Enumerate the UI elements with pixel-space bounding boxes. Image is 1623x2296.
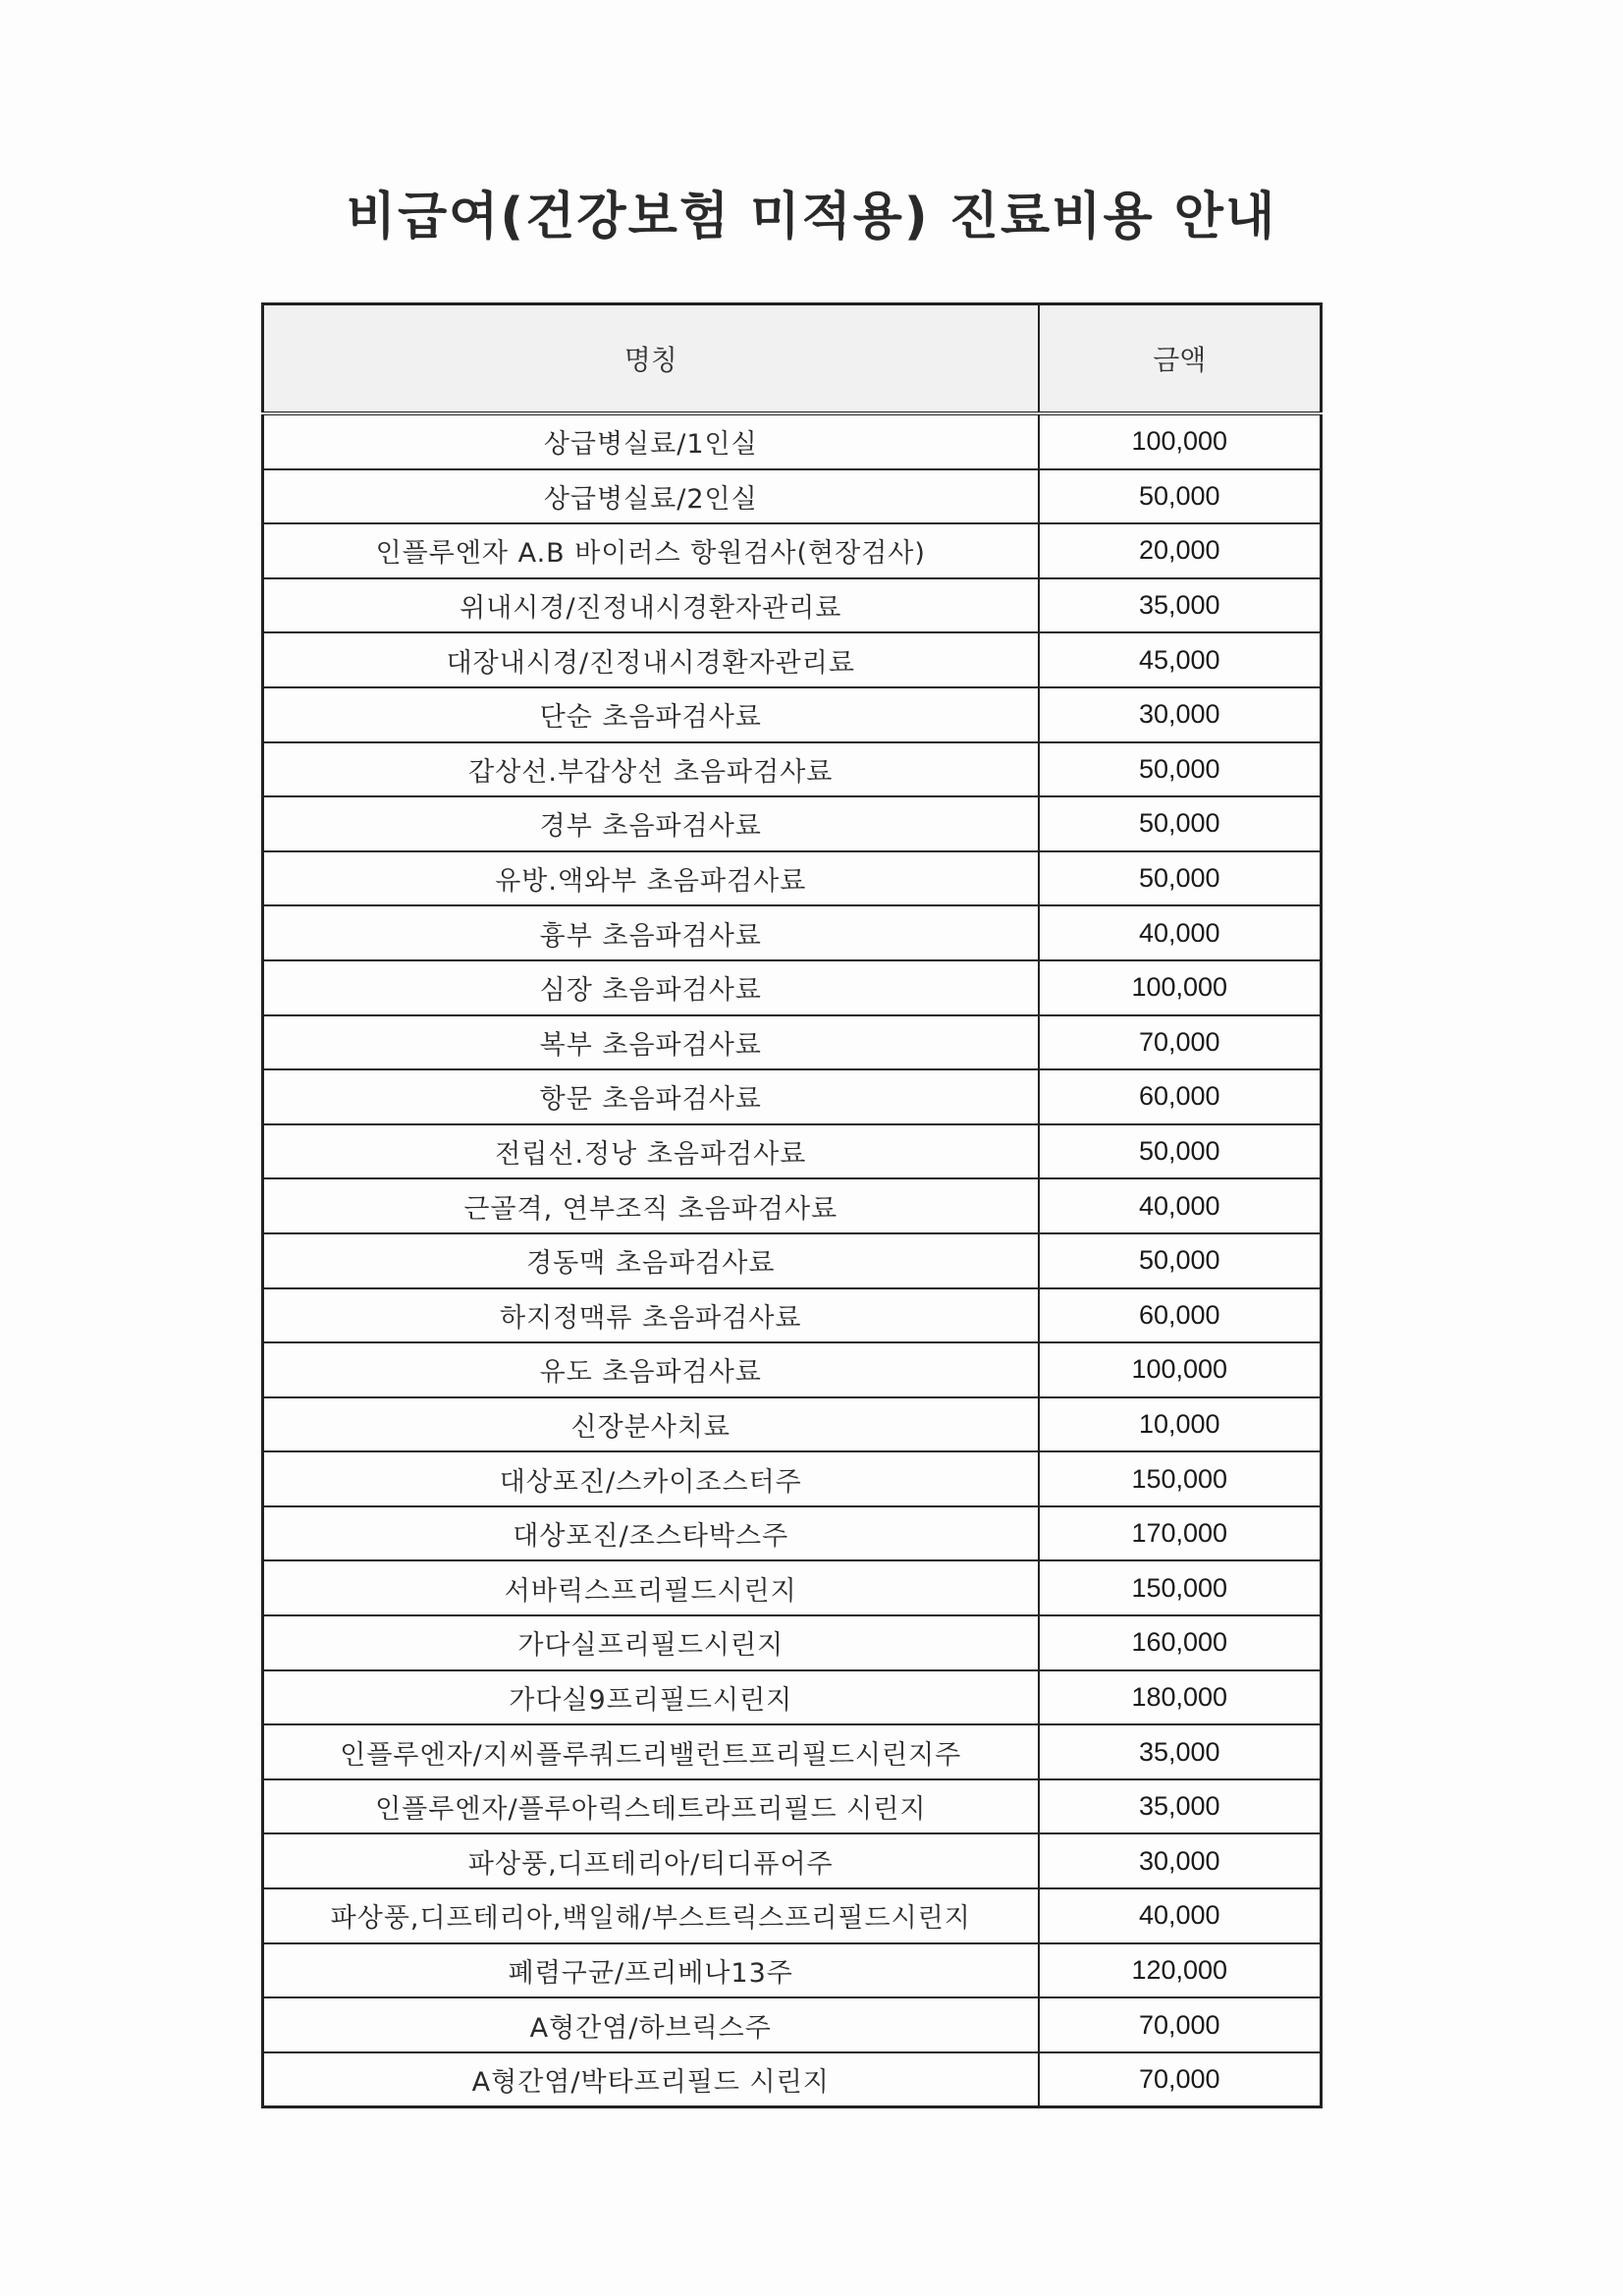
fee-item-amount: 50,000 xyxy=(1039,469,1322,524)
fee-item-amount: 180,000 xyxy=(1039,1670,1322,1725)
fee-item-name: 갑상선.부갑상선 초음파검사료 xyxy=(263,742,1039,797)
fee-item-name: 하지정맥류 초음파검사료 xyxy=(263,1288,1039,1343)
table-row xyxy=(263,1560,1322,1615)
table-row xyxy=(263,578,1322,633)
table-header-row xyxy=(263,304,1322,414)
fee-item-name: 상급병실료/1인실 xyxy=(263,413,1039,469)
fee-item-amount: 60,000 xyxy=(1039,1069,1322,1124)
fee-item-amount: 30,000 xyxy=(1039,1833,1322,1888)
table-row xyxy=(263,796,1322,851)
fee-item-name: 단순 초음파검사료 xyxy=(263,687,1039,742)
fee-item-amount: 150,000 xyxy=(1039,1560,1322,1615)
fee-item-amount: 40,000 xyxy=(1039,1888,1322,1943)
table-row xyxy=(263,1342,1322,1397)
fee-item-amount: 50,000 xyxy=(1039,796,1322,851)
table-row xyxy=(263,687,1322,742)
fee-item-name: 인플루엔자/플루아릭스테트라프리필드 시린지 xyxy=(263,1779,1039,1834)
table-row xyxy=(263,2052,1322,2107)
fee-item-name: 폐렴구균/프리베나13주 xyxy=(263,1943,1039,1998)
fee-item-amount: 100,000 xyxy=(1039,413,1322,469)
fee-item-amount: 150,000 xyxy=(1039,1451,1322,1506)
fee-item-amount: 45,000 xyxy=(1039,632,1322,687)
fee-item-name: 가다실프리필드시린지 xyxy=(263,1615,1039,1670)
table-row xyxy=(263,1451,1322,1506)
fee-table xyxy=(261,302,1323,2108)
fee-item-name: 흉부 초음파검사료 xyxy=(263,905,1039,960)
fee-item-amount: 35,000 xyxy=(1039,1724,1322,1779)
column-header-name: 명칭 xyxy=(263,304,1039,414)
fee-item-amount: 100,000 xyxy=(1039,960,1322,1015)
fee-item-name: 항문 초음파검사료 xyxy=(263,1069,1039,1124)
fee-item-amount: 40,000 xyxy=(1039,905,1322,960)
fee-item-name: 인플루엔자 A.B 바이러스 항원검사(현장검사) xyxy=(263,523,1039,578)
fee-item-name: 유도 초음파검사료 xyxy=(263,1342,1039,1397)
fee-item-name: 파상풍,디프테리아,백일해/부스트릭스프리필드시린지 xyxy=(263,1888,1039,1943)
table-body xyxy=(263,413,1322,2107)
fee-item-amount: 70,000 xyxy=(1039,1015,1322,1070)
fee-item-amount: 10,000 xyxy=(1039,1397,1322,1452)
table-row xyxy=(263,523,1322,578)
fee-item-name: 경부 초음파검사료 xyxy=(263,796,1039,851)
fee-item-name: 근골격, 연부조직 초음파검사료 xyxy=(263,1178,1039,1233)
fee-item-name: 상급병실료/2인실 xyxy=(263,469,1039,524)
table-row xyxy=(263,1888,1322,1943)
fee-item-amount: 70,000 xyxy=(1039,2052,1322,2107)
fee-item-amount: 50,000 xyxy=(1039,1233,1322,1288)
fee-item-name: A형간염/박타프리필드 시린지 xyxy=(263,2052,1039,2107)
fee-item-amount: 60,000 xyxy=(1039,1288,1322,1343)
table-row xyxy=(263,905,1322,960)
table-row xyxy=(263,742,1322,797)
table-row xyxy=(263,1779,1322,1834)
table-row xyxy=(263,1069,1322,1124)
table-row xyxy=(263,1124,1322,1179)
fee-item-amount: 50,000 xyxy=(1039,742,1322,797)
fee-item-amount: 170,000 xyxy=(1039,1506,1322,1561)
fee-item-name: 파상풍,디프테리아/티디퓨어주 xyxy=(263,1833,1039,1888)
table-row xyxy=(263,1233,1322,1288)
fee-item-name: 대상포진/스카이조스터주 xyxy=(263,1451,1039,1506)
fee-item-amount: 100,000 xyxy=(1039,1342,1322,1397)
table-row xyxy=(263,1615,1322,1670)
table-row xyxy=(263,1397,1322,1452)
table-row xyxy=(263,1724,1322,1779)
column-header-amount: 금액 xyxy=(1039,304,1322,414)
table-row xyxy=(263,851,1322,906)
fee-item-amount: 40,000 xyxy=(1039,1178,1322,1233)
table-row xyxy=(263,1997,1322,2052)
table-row xyxy=(263,469,1322,524)
fee-item-amount: 35,000 xyxy=(1039,578,1322,633)
fee-item-name: 전립선.정낭 초음파검사료 xyxy=(263,1124,1039,1179)
fee-item-name: 대장내시경/진정내시경환자관리료 xyxy=(263,632,1039,687)
fee-item-name: 복부 초음파검사료 xyxy=(263,1015,1039,1070)
fee-item-name: 경동맥 초음파검사료 xyxy=(263,1233,1039,1288)
fee-item-name: 인플루엔자/지씨플루쿼드리밸런트프리필드시린지주 xyxy=(263,1724,1039,1779)
fee-item-amount: 120,000 xyxy=(1039,1943,1322,1998)
fee-item-name: 가다실9프리필드시린지 xyxy=(263,1670,1039,1725)
fee-item-amount: 20,000 xyxy=(1039,523,1322,578)
table-row xyxy=(263,1943,1322,1998)
page-title: 비급여(건강보험 미적용) 진료비용 안내 xyxy=(346,188,1277,246)
fee-item-name: 대상포진/조스타박스주 xyxy=(263,1506,1039,1561)
table-row xyxy=(263,632,1322,687)
fee-item-amount: 70,000 xyxy=(1039,1997,1322,2052)
fee-item-name: 서바릭스프리필드시린지 xyxy=(263,1560,1039,1615)
fee-item-name: 심장 초음파검사료 xyxy=(263,960,1039,1015)
fee-item-name: 위내시경/진정내시경환자관리료 xyxy=(263,578,1039,633)
fee-item-name: A형간염/하브릭스주 xyxy=(263,1997,1039,2052)
fee-item-amount: 160,000 xyxy=(1039,1615,1322,1670)
table-row xyxy=(263,1506,1322,1561)
fee-item-amount: 35,000 xyxy=(1039,1779,1322,1834)
fee-item-amount: 50,000 xyxy=(1039,1124,1322,1179)
table-row xyxy=(263,1833,1322,1888)
table-row xyxy=(263,960,1322,1015)
fee-item-name: 유방.액와부 초음파검사료 xyxy=(263,851,1039,906)
fee-item-amount: 50,000 xyxy=(1039,851,1322,906)
table-row xyxy=(263,1288,1322,1343)
table-row xyxy=(263,1178,1322,1233)
fee-item-amount: 30,000 xyxy=(1039,687,1322,742)
table-row xyxy=(263,1015,1322,1070)
table-row xyxy=(263,1670,1322,1725)
fee-item-name: 신장분사치료 xyxy=(263,1397,1039,1452)
table-row xyxy=(263,413,1322,469)
